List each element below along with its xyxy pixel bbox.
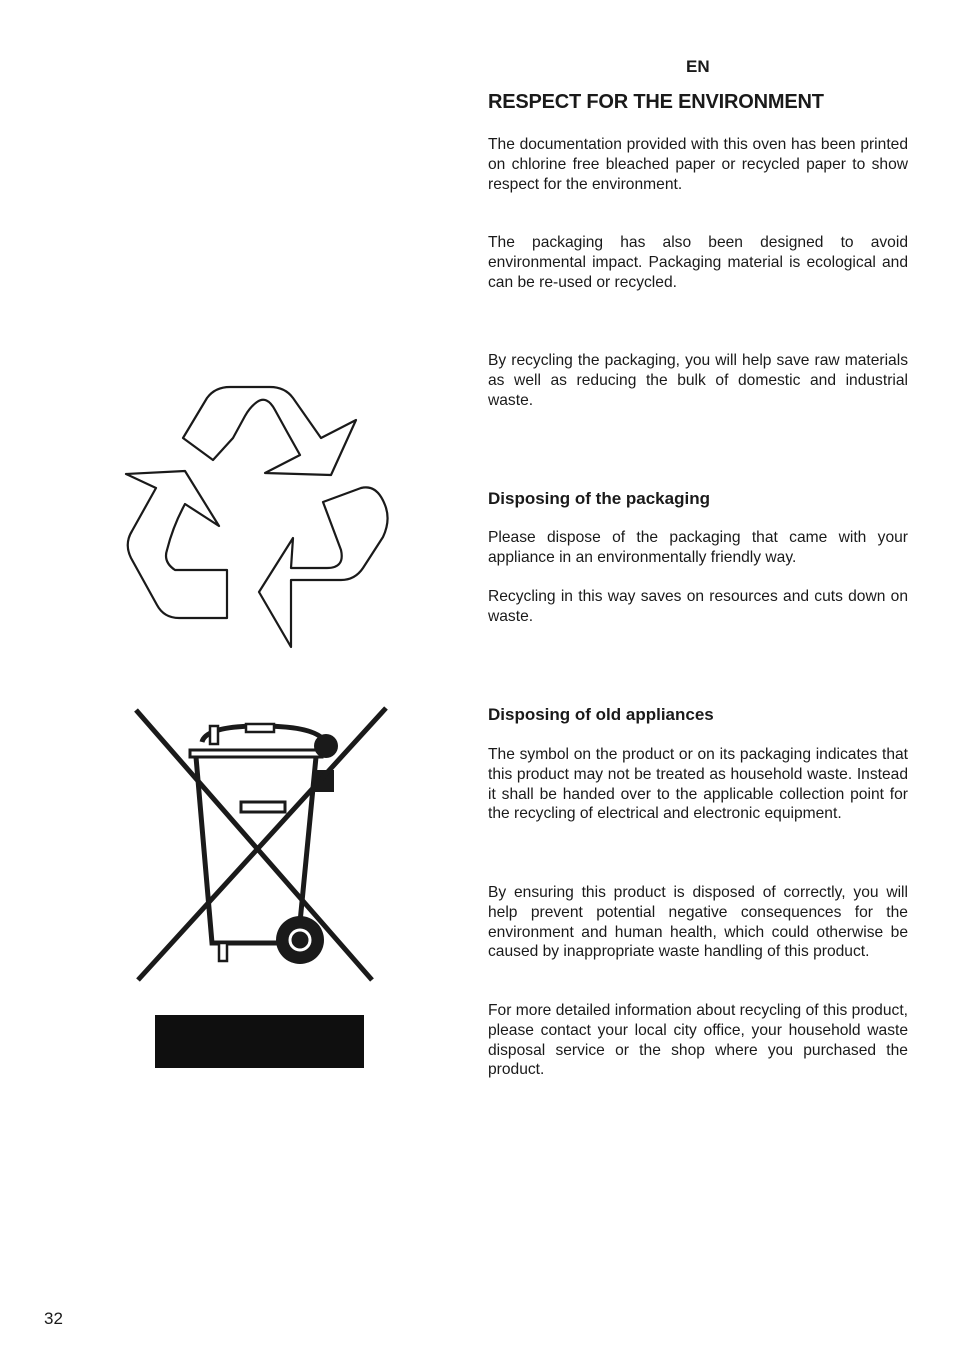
recycle-icon bbox=[115, 380, 400, 660]
crossed-out-wheelie-bin-icon bbox=[130, 700, 395, 990]
appliances-paragraph-2: By ensuring this product is disposed of correctly, you will help prevent potential negative consequences for the environment and human health, which could otherwise be caused by inappropriate waste handling of this product. bbox=[488, 884, 908, 961]
appliances-heading: Disposing of old appliances bbox=[488, 705, 714, 724]
black-bar bbox=[155, 1015, 364, 1068]
packaging-heading: Disposing of the packaging bbox=[488, 489, 710, 508]
intro-paragraph-1: The documentation provided with this oven has been printed on chlorine free bleached paper or recycled paper to show respect for the environment. bbox=[488, 136, 908, 193]
page-number: 32 bbox=[44, 1309, 63, 1328]
intro-paragraph-3: By recycling the packaging, you will help save raw materials as well as reducing the bulk of domestic and industrial waste. bbox=[488, 352, 908, 409]
page-title: RESPECT FOR THE ENVIRONMENT bbox=[488, 91, 824, 113]
packaging-paragraph-1: Please dispose of the packaging that came with your appliance in an environmentally friendly way. bbox=[488, 529, 908, 566]
language-code: EN bbox=[686, 57, 710, 76]
appliances-paragraph-1: The symbol on the product or on its packaging indicates that this product may not be treated as household waste. Instead it shall be handed over to the applicable collection point for the recycling of electrical and electronic equipment. bbox=[488, 746, 908, 823]
packaging-paragraph-2: Recycling in this way saves on resources and cuts down on waste. bbox=[488, 588, 908, 625]
intro-paragraph-2: The packaging has also been designed to avoid environmental impact. Packaging material is ecological and can be re-used or recycled. bbox=[488, 234, 908, 291]
appliances-paragraph-3: For more detailed information about recycling of this product, please contact your local city office, your household waste disposal service or the shop where you purchased the product. bbox=[488, 1002, 908, 1079]
